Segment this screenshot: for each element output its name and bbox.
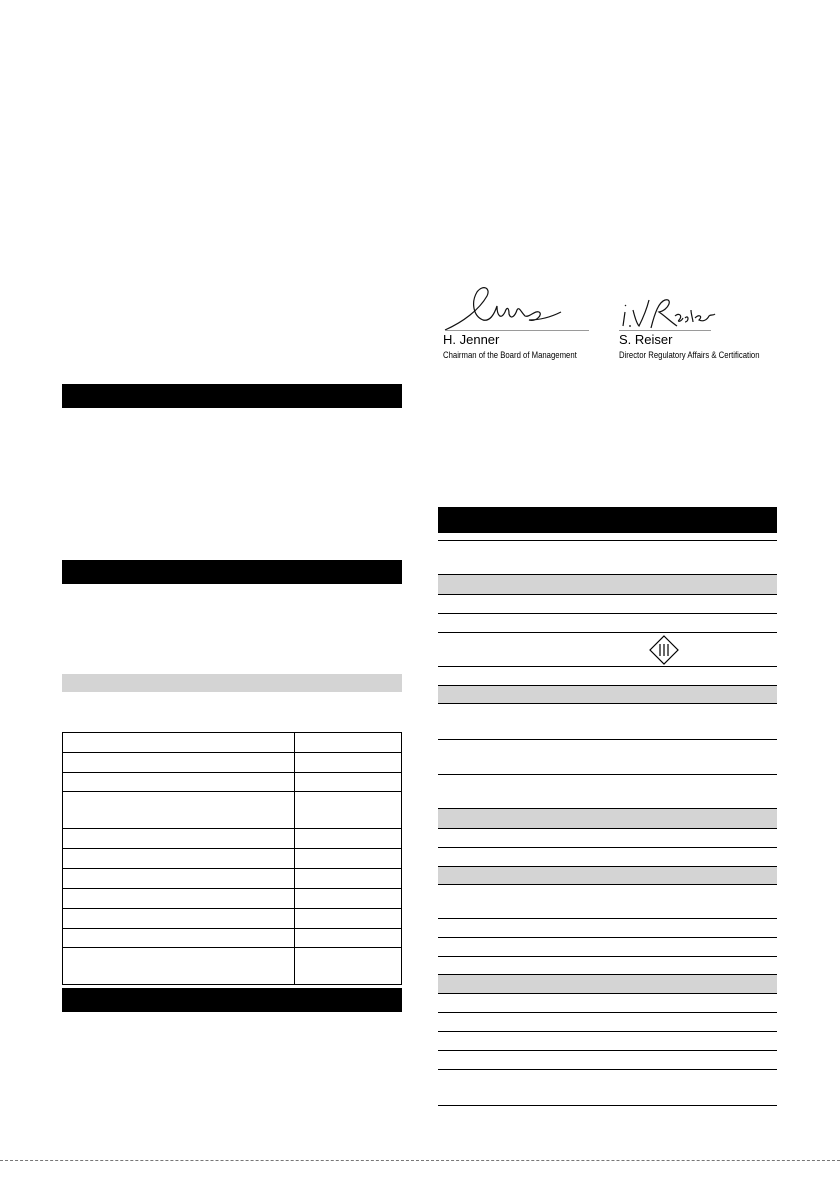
signature-reiser-image (619, 282, 719, 334)
table-row (438, 938, 777, 957)
signature-rule (619, 330, 711, 331)
table-group-header (438, 686, 777, 704)
section-header-bar-3 (62, 988, 402, 1012)
table-row (438, 848, 777, 867)
table-row (438, 1032, 777, 1051)
table-row (438, 633, 777, 667)
signatory-name: S. Reiser (619, 332, 673, 347)
signature-jenner-image (443, 282, 563, 334)
table-row (438, 1051, 777, 1070)
table-row (63, 792, 402, 829)
table-row (63, 849, 402, 869)
table-group-header (438, 975, 777, 994)
signatory-title: Chairman of the Board of Management (443, 350, 577, 360)
table-row (63, 889, 402, 909)
table-row (438, 614, 777, 633)
table-row (438, 957, 777, 975)
table-row (438, 1070, 777, 1106)
table-row (63, 948, 402, 985)
table-row (438, 533, 777, 541)
page-footer-rule (0, 1160, 840, 1161)
section-header-bar-1 (62, 384, 402, 408)
table-row (63, 929, 402, 948)
table-group-header (438, 867, 777, 885)
table-row (438, 667, 777, 686)
table-group-header (438, 575, 777, 595)
subsection-bar (62, 674, 402, 692)
table-row (63, 753, 402, 773)
signatory-title: Director Regulatory Affairs & Certification (619, 350, 760, 360)
table-row (438, 1013, 777, 1032)
section-header-bar-2 (62, 560, 402, 584)
specs-table (438, 507, 777, 1106)
table-row (438, 541, 777, 575)
table-row (438, 704, 777, 740)
left-table (62, 732, 402, 985)
table-row (438, 740, 777, 775)
table-row (438, 885, 777, 919)
table-row (438, 829, 777, 848)
table-row (438, 919, 777, 938)
table-group-header (438, 809, 777, 829)
protection-class-iii-icon (649, 635, 679, 665)
signature-rule (445, 330, 589, 331)
table-row (63, 773, 402, 792)
table-row (63, 829, 402, 849)
table-row (438, 775, 777, 809)
signature-block-2 (619, 282, 779, 362)
signatory-name: H. Jenner (443, 332, 500, 347)
table-row (438, 994, 777, 1013)
table-row (63, 909, 402, 929)
signature-block-1 (443, 282, 603, 362)
table-row (63, 733, 402, 753)
table-row (63, 869, 402, 889)
table-row (438, 595, 777, 614)
table-header-bar (438, 507, 777, 533)
